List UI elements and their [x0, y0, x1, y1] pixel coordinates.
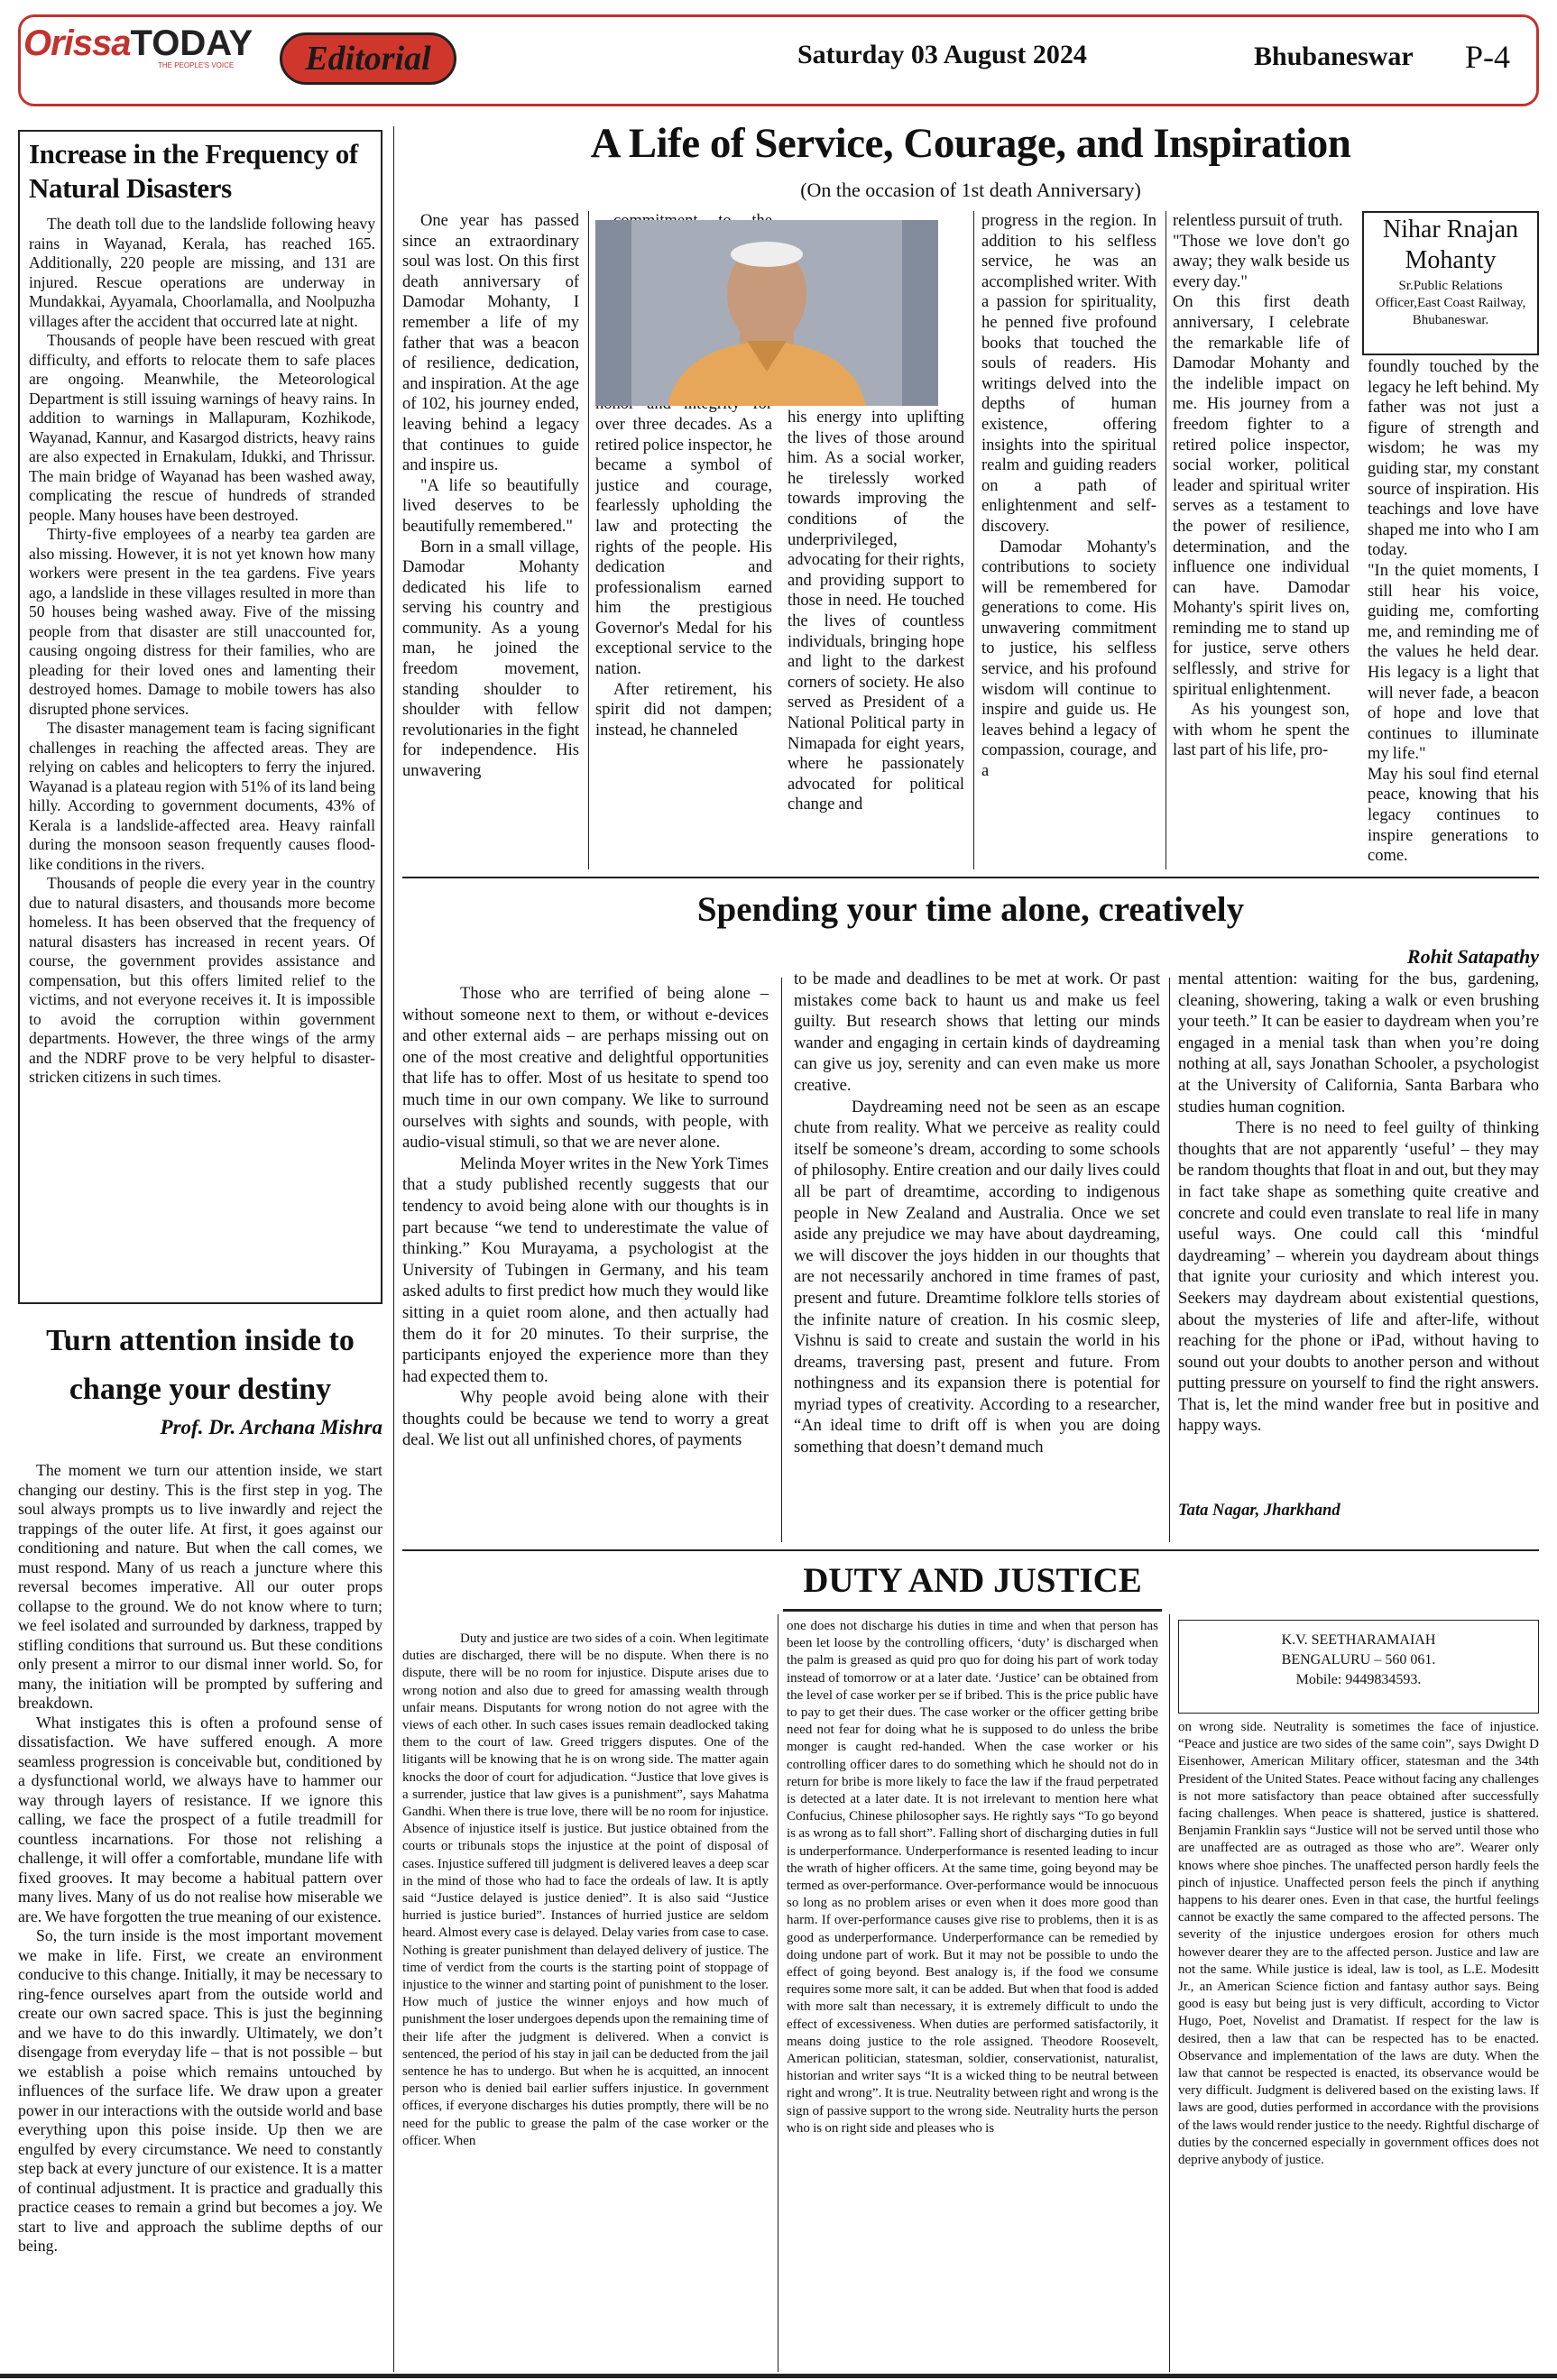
paragraph: One year has passed since an extraordinary soul was lost. On this first death anniversary of Damodar Mohanty, I remember a life of my father that was a beacon of resilience, dedication, and inspiration. At the age of 102, his journey ended, leaving behind a legacy that continues to guide and inspire us.	[402, 212, 579, 475]
destiny-title: Turn attention inside to change your destiny	[46, 1324, 355, 1406]
paragraph: On this first death anniversary, I celebrate the remarkable life of Damodar Mohanty and the indelible impact on me. His journey from a freedom fighter to a retired police inspector, social worker, political leader and spiritual writer serves as a testament to the power of resilience, determination, and the influence one individual can have. Damodar Mohanty's spirit lives on, reminding me to stand up for justice, serve others selflessly, and strive for spiritual enlightenment.	[1173, 293, 1350, 699]
service-author-name: Nihar Rnajan Mohanty	[1382, 216, 1519, 274]
edition-city: Bhubaneswar	[1254, 41, 1414, 71]
logo[interactable]	[23, 23, 253, 64]
paragraph: "Those we love don't go away; they walk beside us every day."	[1173, 232, 1350, 291]
paragraph: There is no need to feel guilty of thinking thoughts that are not apparently ‘useful’ – they may be random thoughts that float in and out, but they may in fact take shape as something quite creative and concrete and could even translate to real life in many useful ways. One could call this ‘mindful daydreaming’ – wherein you daydream about things that ignite your curiosity and which interest you. Seekers may daydream about existential questions, about the mysteries of life and after-life, without reaching for the phone or iPad, without having to sound out your doubts to another person and without putting pressure on yourself to find the right answers. That is, let the mind wander free but in positive and happy ways.	[1178, 1118, 1539, 1436]
paragraph: Damodar Mohanty's contributions to society will be remembered for generations to come. His unwavering commitment to justice, his selfless service, and his profound wisdom will continue to inspire and guide us. He leaves behind a legacy of compassion, courage, and a	[981, 538, 1156, 781]
paragraph: Why people avoid being alone with their thoughts could be because we tend to worry a great deal. We list out all unfinished chores, of payments	[402, 1388, 769, 1450]
paragraph: "In the quiet moments, I still hear his voice, guiding me, comforting me, and reminding me of the values he held dear. His legacy is a light that will never fade, a beacon of hope and love that continues to illuminate my life."	[1368, 561, 1539, 764]
paragraph: Melinda Moyer writes in the New York Times that a study published recently suggests that our tendency to avoid being alone with our thoughts is in part because “we tend to underestimate the value of thinking.” Kou Murayama, a psychologist at the University of Tubingen in Germany, and his team asked adults to first predict how much they would like sitting in a quiet room alone, and then actually had them do it for 20 minutes. To their surprise, the participants enjoyed the experience more than they had expected them to.	[402, 1153, 769, 1386]
paragraph: Duty and justice are two sides of a coin. When legitimate duties are discharged, there will be no dispute. When there is no dispute, there will be no room for injustice. Dispute arises due to wrong notion and also due to greed for amassing wealth through unfair means. Disputants for wrong notion do not agree with the views of each other. In such cases issues remain deadlocked taking them to the court of law. Greed triggers disputes. One of the litigants will be knowing that he is on wrong side. The matter again knocks the door of court for adjudication. “Justice that love gives is a surrender, justice that law gives is a punishment”, says Mahatma Gandhi. When there is true love, there will be no room for injustice. Absence of injustice itself is justice. But justice obtained from the courts or tribunals stops the injustice at the point of disposal of cases. Injustice suffered till judgment is delivered leaves a deep scar in the mind of those who had to face the ordeals of law. It is aptly said “Justice delayed is justice denied”. It is also said “Justice hurried is justice buried”. Instances of hurried justice are seldom heard. Almost every case is delayed. Delay varies from case to case. Nothing is greater punishment than delayed delivery of justice. The time of verdict from the courts is the starting point of stoppage of injustice to the winner and starting point of punishment to the loser. How much of justice the winner enjoys and how much of punishment the loser undergoes depends upon the remaining time of their life after the judgment is delivered. When a convict is sentenced, the period of his stay in jail can be deducted from the jail sentence he has to undergo. But when he is acquitted, an innocent person who is denied bail earlier suffers injustice. In government offices, if everyone discharges his duties promptly, there will be no need for the public to grease the palm of the case worker or the officer. When	[402, 1631, 769, 2148]
alone-title: Spending your time alone, creatively	[696, 890, 1245, 929]
paragraph: What instigates this is often a profound sense of dissatisfaction. We have suffered enough. A more seamless progression is conceivable but, conditioned by a dysfunctional world, we always have to hammer our way through layers of resistance. If we ignore this calling, we face the prospect of a futile treadmill for countless incarnations. For those not relishing a challenge, it will offer a comfortable, mundane life with fixed grooves. It may become a habitual pattern over many lives. Many of us do not realise how miserable we are. We have forgotten the true meaning of our existence.	[18, 1713, 382, 1925]
paragraph: The death toll due to the landslide following heavy rains in Wayanad, Kerala, has reached 165. Additionally, 220 people are missing, and 131 are injured. Rescue operations are underway in Mundakkai, Ayyamala, Choorlamalla, and Noolpuzha villages after the accident that occurred late at night.	[29, 215, 375, 330]
alone-col-1	[402, 983, 769, 1542]
paragraph: The moment we turn our attention inside, we start changing our destiny. This is the first step in yog. The soul always prompts us to live inwardly and reject the trappings of the outer life. At first, it goes against our conditioning and nature. But when the call comes, we must respond. Many of us reach a juncture where this reversal becomes imperative. All our outer props collapse to the ground. We do not know where to turn; we feel isolated and surrounded by darkness, trapped by stifling conditions that surround us. But these conditions only present a mirror to our dismal inner world. So, for many, the initiation will be prompted by suffering and breakdown.	[18, 1461, 382, 1712]
alone-byline: Rohit Satapathy	[1406, 945, 1539, 968]
service-col-1	[402, 211, 579, 869]
duty-col-1	[402, 1631, 769, 2372]
paragraph: Born in a small village, Damodar Mohanty dedicated his life to serving his country and community. As a young man, he joined the freedom movement, standing shoulder to shoulder with fellow revolutionaries in the fight for independence. His unwavering	[402, 538, 579, 781]
paragraph: over three decades. As a retired police inspector, he became a symbol of justice and courage, fearlessly upholding the law and protecting the rights of the people. His dedication and professionalism earned him the prestigious Governor's Medal for his exceptional service to the nation.	[595, 415, 772, 679]
paragraph: "A life so beautifully lived deserves to be beautifully remembered."	[402, 476, 579, 536]
paragraph: Those who are terrified of being alone – without someone next to them, or without e-devices and other external aids – are perhaps missing out on one of the most creative and delightful opportunities that life has to offer. Most of us hesitate to spend too much time in our own company. We like to surround ourselves with sights and sounds, with people, with audio-visual stimuli, so that we are never alone.	[402, 984, 769, 1153]
disaster-body	[29, 215, 375, 1297]
paragraph: Thousands of people have been rescued with great difficulty, and efforts to relocate them to safe places are ongoing. Meanwhile, the Meteorological Department is still issuing warnings of heavy rains. In addition to warnings in Mallapuram, Kozhikode, Wayanad, Kannur, and Kasargod districts, heavy rains are also expected in Ernakulam, Idukki, and Thrissur. The main bridge of Wayanad has been washed away, complicating the rescue of hundreds of stranded people. Many houses have been destroyed.	[29, 331, 375, 524]
logo-first: Orissa	[23, 23, 131, 63]
service-author-role: Sr.Public Relations Officer,East Coast Railway, Bhubaneswar.	[1375, 279, 1526, 327]
duty-author-place: BENGALURU – 560 061.	[1281, 1652, 1436, 1668]
section-rule	[402, 877, 1539, 878]
alone-col-2	[794, 969, 1160, 1542]
paragraph: to be made and deadlines to be met at work. Or past mistakes come back to haunt us and make us feel guilty. But research shows that letting our minds wander and engaging in certain kinds of daydreaming can give us joy, serenity and can even make us more creative.	[794, 969, 1160, 1095]
duty-author-mobile: Mobile: 9449834593.	[1295, 1672, 1422, 1687]
service-col-5	[1173, 211, 1350, 869]
page-bottom-rule	[0, 2374, 1557, 2378]
column-divider	[1169, 978, 1170, 1542]
column-divider	[1169, 1614, 1170, 2372]
logo-tagline: THE PEOPLE'S VOICE	[158, 61, 235, 69]
paragraph: relentless pursuit of truth.	[1173, 212, 1343, 230]
destiny-byline: Prof. Dr. Archana Mishra	[160, 1416, 382, 1438]
paragraph: his energy into uplifting the lives of those around him. As a social worker, he tirelessly worked towards improving the conditions of the underprivileged, advocating for their rights, and providing support to those in need. He touched the lives of countless individuals, bringing hope and light to the darkest corners of society. He also served as President of a National Political party in Nimapada for eight years, where he passionately advocated for political change and	[788, 409, 964, 814]
paragraph: So, the turn inside is the most important movement we make in life. First, we create an environment conducive to this change. Initially, it may be necessary to ring-fence ourselves apart from the outside world and create our own sacred space. This is just the beginning and we have to do this inwardly. Ultimately, we don’t disengage from everyday life – that is not possible – but we establish a poise which remains untouched by influences of the surface life. We draw upon a greater power in our interactions with the outside world and base everything upon this poise inside. Up then we are engulfed by every circumstance. We need to constantly step back at every juncture of our existence. It is a matter of continual adjustment. It is practice and gradually this practice ceases to remain a grind but becomes a joy. We start to live and approach the sublime depths of our being.	[18, 1926, 382, 2255]
paragraph: foundly touched by the legacy he left behind. My father was not just a figure of strength and wisdom; he was my guiding star, my constant source of inspiration. His teachings and love have shaped me into who I am today.	[1368, 358, 1539, 560]
logo-second: TODAY	[130, 23, 253, 63]
column-divider	[1165, 211, 1166, 869]
issue-date: Saturday 03 August 2024	[797, 40, 1087, 69]
paragraph: Thousands of people die every year in the country due to natural disasters, and thousands more become homeless. It has been observed that the frequency of natural disasters has increased in recent years. Of course, the government provides assistance and compensation, but this offers limited relief to the victims, and not everyone receives it. It is impossible to avoid the corruption within government departments. However, the three wings of the army and the NDRF prove to be very helpful to disaster-stricken citizens in such times.	[29, 874, 375, 1086]
column-divider	[973, 211, 974, 869]
alone-place: Tata Nagar, Jharkhand	[1178, 1501, 1340, 1520]
paragraph: progress in the region. In addition to his selfless service, he was an accomplished writer. With a passion for spirituality, he penned five profound books that touched the souls of readers. His writings delved into the depths of human existence, offering insights into the spiritual realm and guiding readers on a path of enlightenment and self-discovery.	[981, 212, 1156, 536]
paragraph: As his youngest son, with whom he spent the last part of his life, pro-	[1173, 701, 1350, 760]
paragraph: Daydreaming need not be seen as an escape chute from reality. What we perceive as reality could itself be someone’s dream, according to some schools of philosophy. Entire creation and our daily lives could all be part of dreamtime, according to indigenous people in New Zealand and Australia. Once we set aside any prejudice we may have about daydreaming, we will discover the joys hidden in our thoughts that are not necessarily anchored in time frames of past, present and future. Dreamtime folklore tells stories of the infinite nature of creation. In his cosmic sleep, Vishnu is said to create and sustain the world in his dreams, traversing past, present and future. From nothingness and its expansion there is potential for myriad types of creativity. According to a researcher, “An ideal time to drift off is when you are doing something that doesn’t demand much	[794, 1097, 1160, 1457]
section-rule	[402, 1549, 1539, 1551]
duty-col-3	[1178, 1719, 1539, 2372]
paragraph: on wrong side. Neutrality is sometimes the face of injustice. “Peace and justice are two sides of the same coin”, says Dwight D Eisenhower, American Military officer, statesman and the 34th President of the United States. Peace without facing any challenges is not more satisfactory than peace obtained after successfully facing challenges. When peace is shattered, justice is shattered. Benjamin Franklin says “Justice will not be served until those who are unaffected are as outraged as those who are”. Wearer only knows where shoe pinches. The unaffected person hardly feels the pinch of injustice. Unaffected person feels the pinch if anything happens to his dearer ones. Even in that case, the hurtful feelings cannot be exactly the same compared to the affected persons. The severity of the injustice undergoes erosion for others much however dearer they are to the affected person. Justice and law are not the same. While justice is ideal, law is tool, as L.E. Modesitt Jr., an American Science fiction and fantasy author says. Being good is easy but being just is very difficult, according to Victor Hugo, Poet, Novelist and Dramatist. If respect for the law is desired, then a law that can be respected has to be enacted. Observance and implementation of the laws are duty. When the law that cannot be respected is enacted, its observance would be very difficult. Judgment is delivered based on the existing laws. If laws are good, duties performed in accordance with the provisions of the laws would render justice to the needy. Rightful discharge of duties by the concerned especially in government offices does not deprive anybody of justice.	[1178, 1720, 1539, 2168]
portrait-photo	[595, 220, 938, 406]
duty-col-2	[787, 1618, 1158, 2372]
disaster-title: Increase in the Frequency of Natural Disasters	[29, 138, 358, 204]
service-title: A Life of Service, Courage, and Inspiration	[590, 120, 1351, 167]
paragraph: May his soul find eternal peace, knowing that his legacy continues to inspire generations to come.	[1368, 765, 1539, 866]
paragraph: mental attention: waiting for the bus, gardening, cleaning, showering, taking a walk or even brushing your teeth.” It can be easier to daydream when you’re engaged in a menial task than when you’re doing nothing at all, says Jonathan Schooler, a psychologist at the University of California, Santa Barbara who studies human cognition.	[1178, 969, 1539, 1116]
service-col-6	[1368, 357, 1539, 869]
alone-col-3	[1178, 969, 1539, 1501]
destiny-body	[18, 1461, 382, 2372]
paragraph: The disaster management team is facing significant challenges in reaching the affected areas. They are relying on cables and helicopters to ferry the injured. Wayanad is a plateau region with 51% of its land being hilly. According to government documents, 43% of Kerala is a landslide-affected area. Heavy rainfall during the monsoon season frequently causes flood-like conditions in the rivers.	[29, 719, 375, 873]
duty-title: DUTY AND JUSTICE	[803, 1561, 1142, 1600]
column-divider	[393, 126, 394, 2372]
paragraph: one does not discharge his duties in time and when that person has been let loose by the controlling officers, ‘duty’ is discharged when the palm is greased as quid pro quo for doing his part of work today instead of tomorrow or at a later date. ‘Justice’ can be obtained from the level of case worker per se if bribed. This is the price public have to pay to get their dues. The case worker or the officer getting bribe need not fear for doing what he is supposed to do unless the bribe monger is caught red-handed. When the case worker or his controlling officer dares to do something which he should not do in return for bribe is more likely to face the law if the fraud perpetrated is detected at a later date. It is not irrelevant to mention here what Confucius, Chinese philosopher says. He rightly says “To go beyond is as wrong as to fall short”. Falling short of discharging duties in full is underperformance. Underperformance is resented leading to incur the wrath of higher officers. At the same time, going beyond may be termed as over-performance. Over-performance would be innocuous so long as no problem arises or even when it does more good than harm. If over-performance causes give rise to problems, then it is as good as underperformance. Underperformance can be remedied by doing undone part of work. But it may not be possible to undo the effect of going beyond. Best analogy is, if the food we consume requires some more salt, it can be added. But when that food is added with more salt than necessary, it is extremely difficult to undo the effect of excessiveness. When duties are performed satisfactorily, it means doing justice to the role assigned. Theodore Roosevelt, American politician, statesman, soldier, conservationist, naturalist, historian and writer says “It is a wicked thing to be neutral between right and wrong”. It is true. Neutrality between right and wrong is the sign of passive support to the wrong side. Neutrality hurts the person who is on right side and pleases who is	[787, 1619, 1158, 2136]
portrait-image	[595, 220, 938, 406]
paragraph: Thirty-five employees of a nearby tea garden are also missing. However, it is not yet known how many workers were present in the tea gardens. Five years ago, a landslide in these villages resulted in more than 50 houses being washed away. Five of the missing people from that disaster are still unaccounted for, causing ongoing distress for their families, who are pleading for their loved ones and lamenting their destroyed homes. Damage to mobile towers has also disrupted phone services.	[29, 525, 375, 718]
service-col-3	[788, 408, 964, 869]
page-number: P-4	[1465, 39, 1511, 75]
service-subtitle: (On the occasion of 1st death Anniversary)	[800, 179, 1141, 201]
title-underline	[783, 1609, 1162, 1612]
column-divider	[781, 978, 782, 1542]
column-divider	[588, 211, 589, 869]
service-col-4	[981, 211, 1156, 869]
paragraph: After retirement, his spirit did not dampen; instead, he channeled	[595, 680, 772, 740]
duty-author-name: K.V. SEETHARAMAIAH	[1281, 1632, 1436, 1648]
section-label: Editorial	[280, 32, 456, 85]
